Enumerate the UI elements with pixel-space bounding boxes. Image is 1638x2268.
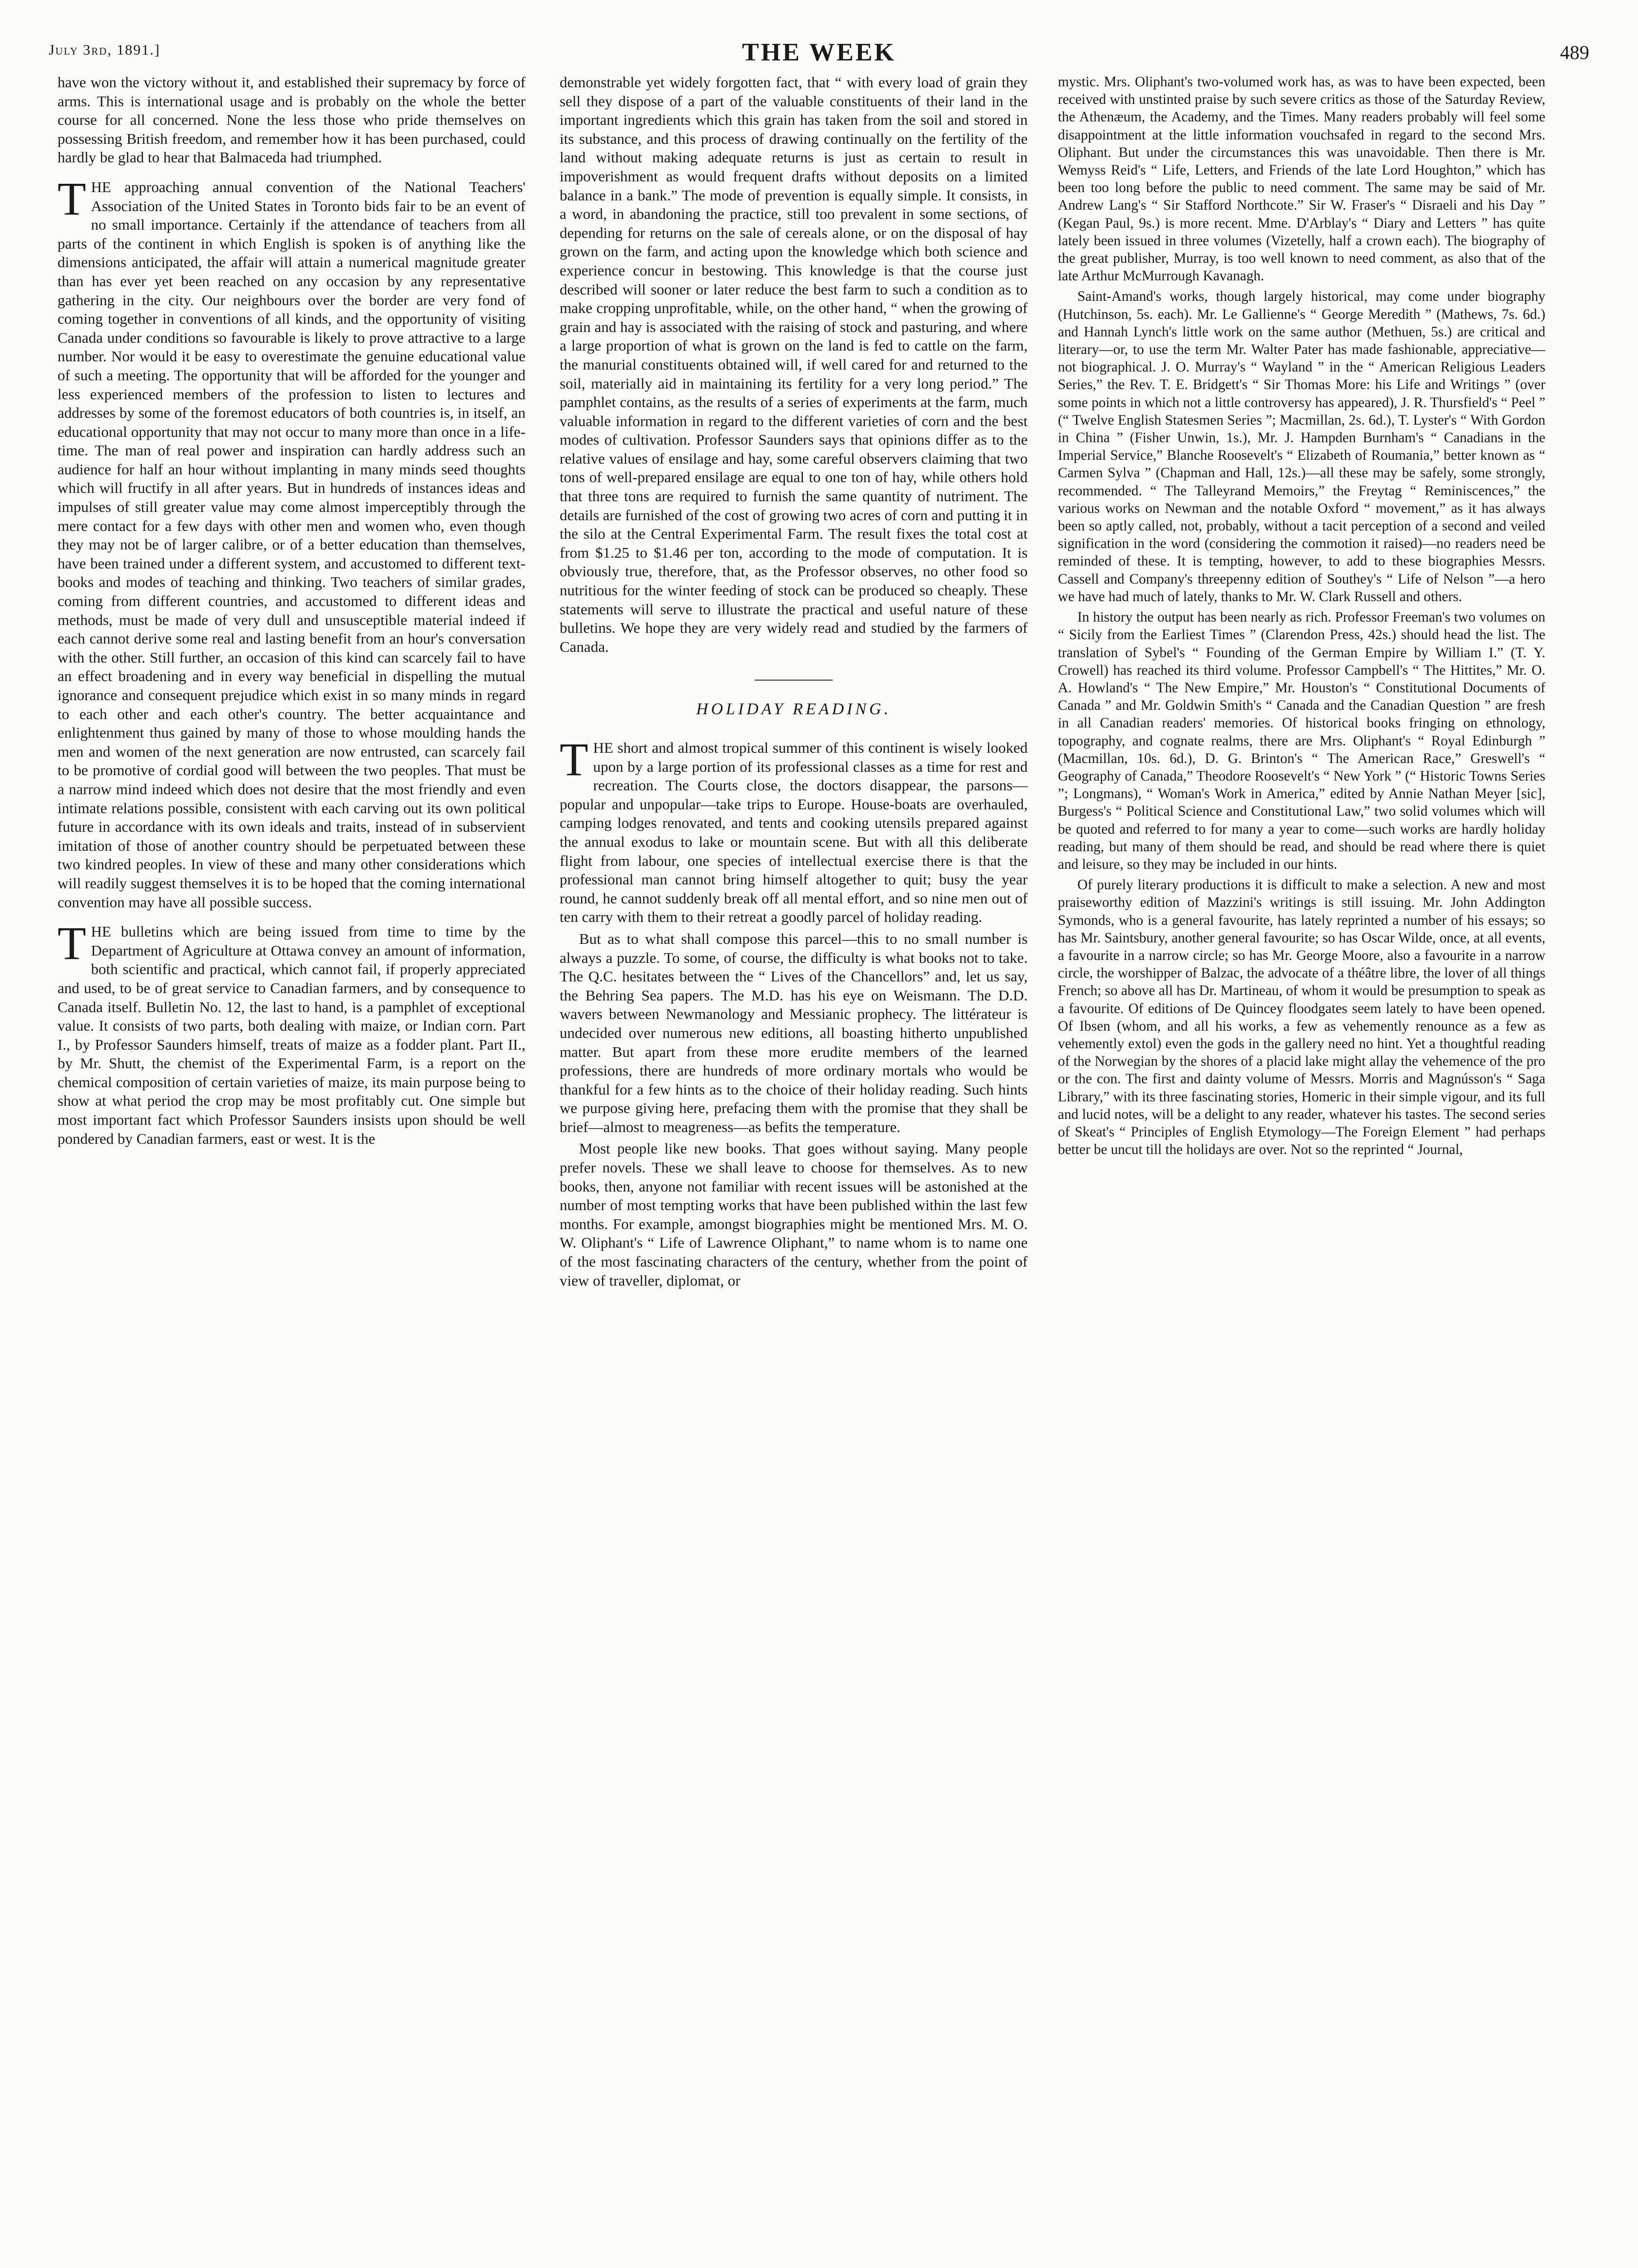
column-1 xyxy=(58,73,526,1148)
drop-cap: T xyxy=(58,172,86,225)
paragraph-balmaceda-end: have won the victory without it, and established their supremacy by force of arms. This is international usage and is probably on the whole the better course for all concerned. None the less those who pride themselves on possessing British freedom, and remember how it has been purchased, could hardly be glad to hear that Balmaceda had triumphed. xyxy=(58,74,526,166)
column-3 xyxy=(1058,73,1545,1158)
paragraph-history: In history the output has been nearly as rich. Professor Freeman's two volumes on “ Sicily from the Earliest Times ” (Clarendon Press, 42s.) should head the list. The translation of Sybel's “ Founding of the German Empire by William I.” (T. Y. Crowell) has reached its third volume. Professor Campbell's “ The Hittites,” Mr. O. A. Howland's “ The New Empire,” Mr. Houston's “ Constitutional Documents of Canada ” and Mr. Goldwin Smith's “ Canada and the Canadian Question ” are fresh in all Canadian readers' memories. Of historical books fringing on ethnology, topography, and cognate realms, there are Mrs. Oliphant's “ Royal Edinburgh ” (Macmillan, 10s. 6d.), D. G. Brinton's “ The American Race,” Greswell's “ Geography of Canada,” Theodore Roosevelt's “ New York ” (“ Historic Towns Series ”; Longmans), “ Woman's Work in America,” edited by Annie Nathan Meyer [sic], Burgess's “ Political Science and Constitutional Law,” two solid volumes which will be quoted and referred to for many a year to come—such works are hardly holiday reading, but many of them should be read, and should be read where there is quiet and leisure, so they may be included in our hints. xyxy=(1058,609,1545,872)
column-2 xyxy=(560,73,1028,1290)
paragraph-text: HE approaching annual convention of the National Teachers' Association of the United States in Toronto bids fair to be an event of no small importance. Certainly if the attendance of teachers from all parts of the continent in which English is spoken is of anything like the dimensions anticipated, the affair will attain a numerical magnitude greater than has ever yet been reached on any occasion by any representative gathering in the city. Our neighbours over the border are very fond of coming together in conventions of all kinds, and the opportunity of visiting Canada under conditions so favourable is likely to prove attractive to a large number. Nor would it be easy to overestimate the genuine educational value of such a meeting. The opportunity that will be afforded for the younger and less experienced members of the profession to listen to lectures and addresses by some of the foremost educators of both countries is, in itself, an educational opportunity that may not occur to many more than once in a life-time. The man of real power and inspiration can hardly address such an audience for half an hour without implanting in many minds seed thoughts which will fructify in all after years. But in hundreds of instances ideas and impulses of still greater value may come almost imperceptibly through the mere contact for a few days with other men and women who, even though they may not be of larger calibre, or of a better education than themselves, have been trained under a different system, and accustomed to different text-books and modes of teaching and thinking. Two teachers of similar grades, coming from different countries, and accustomed to different ideas and methods, must be made of very dull and unsusceptible material indeed if each cannot derive some real and lasting benefit from an hour's conversation with the other. Still further, an occasion of this kind can scarcely fail to have an effect broadening and in every way beneficial in dispelling the mutual ignorance and consequent prejudice which exist in so many minds in regard to each other and each other's country. The better acquaintance and enlightenment thus gained by many of those to whose moulding hands the men and women of the next generation are now entrusted, can scarcely fail to be promotive of cordial good will between the two peoples. That must be a narrow mind indeed which does not desire that the most friendly and even intimate relations possible, consistent with each carving out its own political future in accordance with its own ideals and traits, instead of in subservient imitation of those of another country should be perpetuated between these two kindred peoples. In view of these and many other considerations which will readily suggest themselves it is to be hoped that the coming international convention may have all possible success. xyxy=(58,178,526,911)
paragraph-biographies: mystic. Mrs. Oliphant's two-volumed work has, as was to have been expected, been received with unstinted praise by such severe critics as those of the Saturday Review, the Athenæum, the Academy, and the Times. Many readers probably will feel some disappointment at the little information vouchsafed in regard to the second Mrs. Oliphant. But under the circumstances this was unavoidable. Then there is Mr. Wemyss Reid's “ Life, Letters, and Friends of the late Lord Houghton,” which has been too long before the public to need comment. The same may be said of Mr. Andrew Lang's “ Sir Stafford Northcote.” Sir W. Fraser's “ Disraeli and his Day ” (Kegan Paul, 9s.) is more recent. Mme. D'Arblay's “ Diary and Letters ” has quite lately been issued in three volumes (Vizetelly, half a crown each). The biography of the great publisher, Murray, is too well known to need comment, as also that of the late Arthur McMurrough Kavanagh. xyxy=(1058,74,1545,284)
paragraph-text: HE short and almost tropical summer of this continent is wisely looked upon by a large portion of its professional classes as a time for rest and recreation. The Courts close, the doctors disappear, the parsons—popular and unpopular—take trips to Europe. House-boats are overhauled, camping lodges renovated, and tents and cooking utensils prepared against the annual exodus to lake or mountain scene. But with all this deliberate flight from labour, one species of intellectual exercise there is that the professional man cannot bring himself altogether to quit; busy the year round, he cannot suddenly break off all mental effort, and so nine men out of ten carry with them to their retreat a goodly parcel of holiday reading. xyxy=(560,739,1028,926)
paragraph-new-books: Most people like new books. That goes without saying. Many people prefer novels. These we shall leave to choose for themselves. As to new books, then, anyone not familiar with recent issues will be astonished at the number of most tempting works that have been published within the last few months. For example, amongst biographies might be mentioned Mrs. M. O. W. Oliphant's “ Life of Lawrence Oliphant,” to name whom is to name one of the most fascinating characters of the century, whether from the point of view of traveller, diplomat, or xyxy=(560,1140,1028,1289)
publication-title: THE WEEK xyxy=(742,39,896,66)
page-number: 489 xyxy=(1560,41,1589,63)
paragraph-bulletins-continued: demonstrable yet widely forgotten fact, that “ with every load of grain they sell they dispose of a part of the valuable constituents of their land in the important ingredients which this grain has taken from the soil and stored in its substance, and this process of drawing continually on the fertility of the land without making adequate returns is just as certain to result in impoverishment as would frequent drafts without deposits on a limited balance in a bank.” The mode of prevention is equally simple. It consists, in a word, in abandoning the practice, still too prevalent in some sections, of depending for returns on the sale of cereals alone, or on the disposal of hay grown on the farm, and acting upon the knowledge which both science and experience concur in bestowing. This knowledge is that the course just described will sooner or later reduce the best farm to such a condition as to make cropping unprofitable, while, on the other hand, “ when the growing of grain and hay is associated with the raising of stock and pasturing, and where a large proportion of what is grown on the land is fed to cattle on the farm, the manurial constituents obtained will, if well cared for and returned to the soil, materially aid in maintaining its fertility for a very long period.” The pamphlet contains, as the results of a series of experiments at the farm, much valuable information in regard to the different varieties of corn and the best modes of cultivation. Professor Saunders says that opinions differ as to the relative values of ensilage and hay, some careful observers claiming that two tons of well-prepared ensilage are equal to one ton of hay, while others hold that three tons are required to furnish the same quantity of nutriment. The details are furnished of the cost of growing two acres of corn and putting it in the silo at the Central Experimental Farm. The result fixes the total cost at from $1.25 to $1.46 per ton, according to the mode of computation. It is obviously true, therefore, that, as the Professor observes, no other food so nutritious for the winter feeding of stock can be produced so cheaply. These statements will serve to illustrate the practical and useful nature of these bulletins. We hope they are very widely read and studied by the farmers of Canada. xyxy=(560,74,1028,655)
paragraph-saint-amand: Saint-Amand's works, though largely historical, may come under biography (Hutchinson, 5s. each). Mr. Le Gallienne's “ George Meredith ” (Mathews, 7s. 6d.) and Hannah Lynch's little work on the same author (Methuen, 5s.) are critical and literary—or, to use the term Mr. Walter Pater has made fashionable, appreciative—not biographical. J. O. Murray's “ Wayland ” in the “ American Religious Leaders Series,” the Rev. T. E. Bridgett's “ Sir Thomas More: his Life and Writings ” (over some points in which not a little controversy has appeared), J. R. Thursfield's “ Peel ” (“ Twelve English Statesmen Series ”; Macmillan, 2s. 6d.), T. Lyster's “ With Gordon in China ” (Fisher Unwin, 1s.), Mr. J. Hampden Burnham's “ Canadians in the Imperial Service,” Blanche Roosevelt's “ Elizabeth of Roumania,” better known as “ Carmen Sylva ” (Chapman and Hall, 12s.)—all these may be safely, some strongly, recommended. “ The Talleyrand Memoirs,” the Freytag “ Reminiscences,” the various works on Newman and the notable Oxford “ movement,” as it has always been so aptly called, not, probably, without a tacit perception of a second and veiled signification in the word (considering the commotion it raised)—no readers need be reminded of these. It is tempting, however, to add to these biographies Messrs. Cassell and Company's threepenny edition of Southey's “ Life of Nelson ”—a hero we have had much of lately, thanks to Mr. W. Clark Russell and others. xyxy=(1058,289,1545,605)
section-heading-holiday-reading: HOLIDAY READING. xyxy=(696,700,892,719)
section-divider xyxy=(755,680,833,681)
drop-cap: T xyxy=(58,917,86,970)
paragraph-literary-productions: Of purely literary productions it is difficult to make a selection. A new and most praiseworthy edition of Mazzini's writings is still issuing. Mr. John Addington Symonds, who is a general favourite, has lately reprinted a number of his essays; so has Mr. Saintsbury, another general favourite; so has Oscar Wilde, once, at all events, a favourite in a narrow circle; so has Mr. George Moore, also a favourite in a narrow circle, the worshipper of Balzac, the advocate of a théâtre libre, the lover of all things French; so above all has Dr. Martineau, of whom it would be presumption to speak as a favourite. Of editions of De Quincey floodgates seem lately to have been opened. Of Ibsen (whom, and all his works, a few as vehemently renounce as a few as vehemently extol) even the gods in the gallery need no hint. Yet a thoughtful reading of the Norwegian by the shores of a placid lake might allay the vehemence of the pro or the con. The first and dainty volume of Messrs. Morris and Magnússon's “ Saga Library,” with its three fascinating stories, Homeric in their simple vigour, and its full and lucid notes, will be a delight to any reader, whatever his tastes. The second series of Skeat's “ Principles of English Etymology—The Foreign Element ” had perhaps better be uncut till the holidays are over. Not so the reprinted “ Journal, xyxy=(1058,877,1545,1158)
paragraph-summer-recreation xyxy=(560,733,1028,927)
paragraph-text: HE bulletins which are being issued from time to time by the Department of Agriculture at Ottawa convey an amount of information, both scientific and practical, which cannot fail, if properly appreciated and used, to be of great service to Canadian farmers, and by consequence to Canada itself. Bulletin No. 12, the last to hand, is a pamphlet of exceptional value. It consists of two parts, both dealing with maize, or Indian corn. Part I., by Professor Saunders himself, treats of maize as a fodder plant. Part II., by Mr. Shutt, the chemist of the Experimental Farm, is a report on the chemical composition of certain varieties of maize, its main purpose being to show at what period the crop may be most profitably cut. One simple but most important fact which Professor Saunders insists upon should be well pondered by Canadian farmers, east or west. It is the xyxy=(58,923,526,1147)
issue-date: July 3rd, 1891.] xyxy=(49,42,160,58)
paragraph-parcel-puzzle: But as to what shall compose this parcel—this to no small number is always a puzzle. To some, of course, the difficulty is what books not to take. The Q.C. hesitates between the “ Lives of the Chancellors” and, let us say, the Behring Sea papers. The M.D. has his eye on Weismann. The D.D. wavers between Newmanology and Messianic prophecy. The littérateur is undecided over numerous new editions, all boasting hitherto unpublished matter. But apart from these more erudite members of the learned professions, there are hundreds of more ordinary mortals who would be thankful for a few hints as to the choice of their holiday reading. Such hints we purpose giving here, prefacing them with the promise that they shall be brief—almost to meagreness—as befits the temperature. xyxy=(560,930,1028,1135)
paragraph-agriculture-bulletins xyxy=(58,917,526,1148)
running-head xyxy=(44,38,1594,72)
paragraph-teachers-convention xyxy=(58,172,526,912)
drop-cap: T xyxy=(560,733,588,785)
